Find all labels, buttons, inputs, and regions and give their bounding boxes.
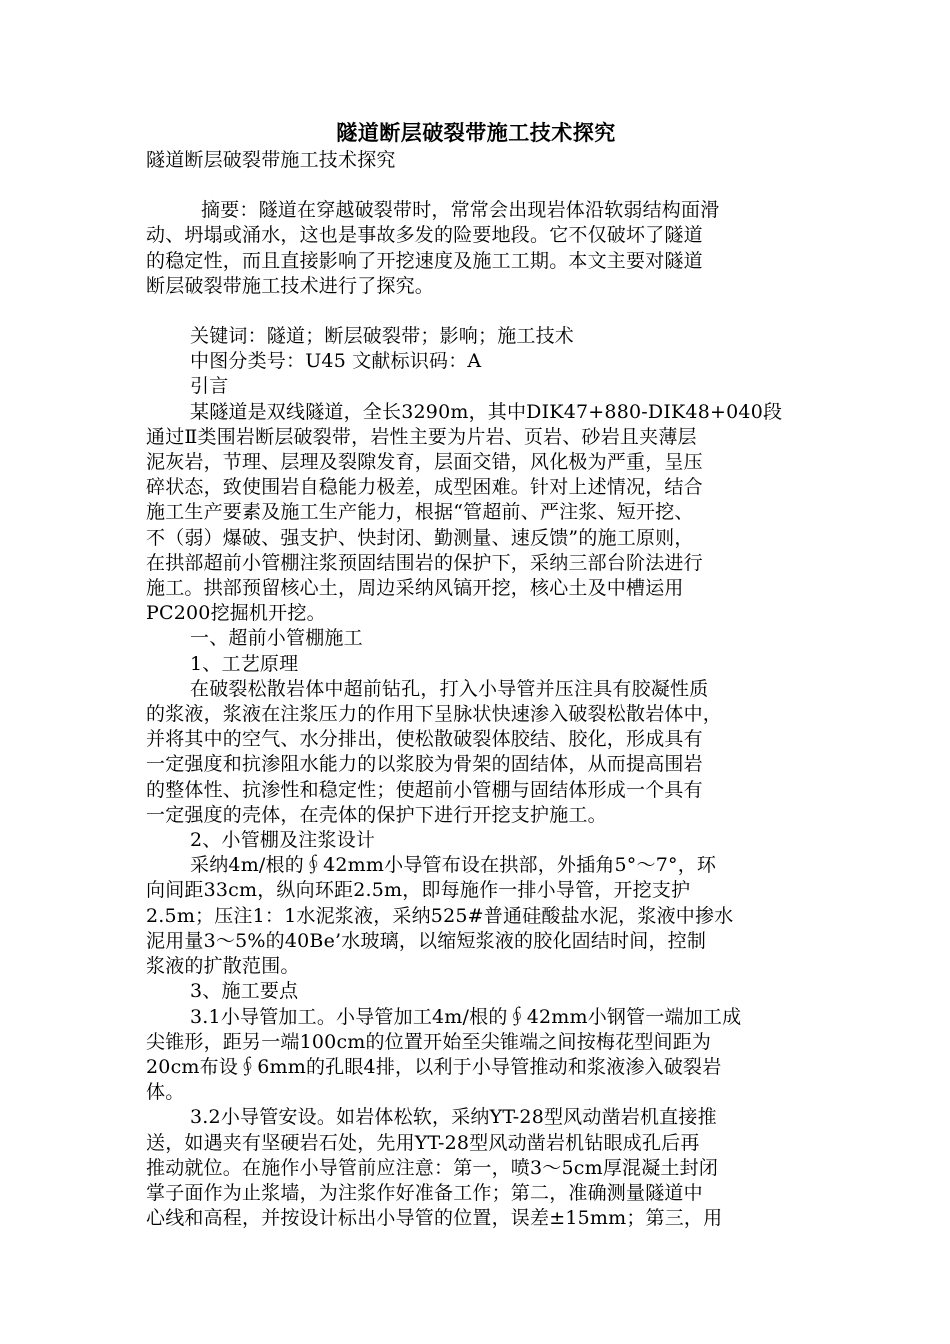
paragraph-line: 送，如遇夹有坚硬岩石处，先用YT-28型风动凿岩机钻眼成孔后再 <box>146 1131 700 1154</box>
paragraph-line: 的浆液，浆液在注浆压力的作用下呈脉状快速渗入破裂松散岩体中， <box>146 703 723 726</box>
subsection-heading: 1、工艺原理 <box>190 652 299 675</box>
document-page <box>146 118 806 1231</box>
spacer <box>146 173 806 198</box>
intro-line: 某隧道是双线隧道，全长3290m，其中DIK47+880-DIK48+040段 <box>190 400 783 423</box>
intro-line: PC200挖掘机开挖。 <box>146 602 326 625</box>
intro-line: 施工生产要素及施工生产能力，根据“管超前、严注浆、短开挖、 <box>146 501 694 524</box>
paragraph-line: 尖锥形，距另一端100cm的位置开始至尖锥端之间按梅花型间距为 <box>146 1030 712 1053</box>
paragraph-line: 3.1小导管加工。小导管加工4m/根的∮42mm小钢管一端加工成 <box>190 1005 742 1028</box>
paragraph-line: 心线和高程，并按设计标出小导管的位置，误差±15mm；第三，用 <box>146 1207 723 1230</box>
paragraph-line: 掌子面作为止浆墙，为注浆作好准备工作；第二，准确测量隧道中 <box>146 1181 703 1204</box>
paragraph-line: 浆液的扩散范围。 <box>146 955 300 978</box>
intro-line: 碎状态，致使围岩自稳能力极差，成型困难。针对上述情况，结合 <box>146 476 703 499</box>
abstract-line: 断层破裂带施工技术进行了探究。 <box>146 274 435 297</box>
subsection-heading: 3、施工要点 <box>190 980 299 1003</box>
paragraph-line: 3.2小导管安设。如岩体松软，采纳YT-28型风动凿岩机直接推 <box>190 1106 717 1129</box>
paragraph-line: 泥用量3～5%的40Be’水玻璃，以缩短浆液的胶化固结时间，控制 <box>146 929 707 952</box>
intro-line: 通过Ⅱ类围岩断层破裂带，岩性主要为片岩、页岩、砂岩且夹薄层 <box>146 425 697 448</box>
pipe-installation-paragraph <box>146 1105 806 1231</box>
intro-paragraph <box>146 400 806 627</box>
abstract-line: 摘要：隧道在穿越破裂带时，常常会出现岩体沿软弱结构面滑 <box>201 199 720 222</box>
paragraph-line: 体。 <box>146 1081 185 1104</box>
document-subtitle: 隧道断层破裂带施工技术探究 <box>146 149 396 171</box>
paragraph-line: 的整体性、抗渗性和稳定性；使超前小管棚与固结体形成一个具有 <box>146 778 703 801</box>
paragraph-line: 一定强度的壳体，在壳体的保护下进行开挖支护施工。 <box>146 803 607 826</box>
paragraph-line: 采纳4m/根的∮42mm小导管布设在拱部，外插角5°～7°，环 <box>190 854 717 877</box>
spacer <box>146 299 806 324</box>
classification-line: 中图分类号：U45 文献标识码：A <box>190 350 482 373</box>
intro-line: 施工。拱部预留核心土，周边采纳风镐开挖，核心土及中槽运用 <box>146 577 684 600</box>
paragraph-line: 20cm布设∮6mm的孔眼4排，以利于小导管推动和浆液渗入破裂岩 <box>146 1055 722 1078</box>
intro-line: 在拱部超前小管棚注浆预固结围岩的保护下，采纳三部台阶法进行 <box>146 551 703 574</box>
pipe-processing-paragraph <box>146 1005 806 1106</box>
design-paragraph <box>146 853 806 979</box>
document-title: 隧道断层破裂带施工技术探究 <box>336 120 616 145</box>
paragraph-line: 向间距33cm，纵向环距2.5m，即每施作一排小导管，开挖支护 <box>146 879 691 902</box>
paragraph-line: 推动就位。在施作小导管前应注意：第一，喷3～5cm厚混凝土封闭 <box>146 1156 719 1179</box>
paragraph-line: 2.5m；压注1：1水泥浆液，采纳525#普通硅酸盐水泥，浆液中掺水 <box>146 904 734 927</box>
subsection-heading: 2、小管棚及注浆设计 <box>190 829 376 852</box>
section-heading: 一、超前小管棚施工 <box>190 627 363 650</box>
intro-heading: 引言 <box>190 375 229 398</box>
intro-line: 泥灰岩，节理、层理及裂隙发育，层面交错，风化极为严重，呈压 <box>146 451 703 474</box>
abstract-line: 的稳定性，而且直接影响了开挖速度及施工工期。本文主要对隧道 <box>146 249 703 272</box>
abstract-paragraph <box>146 198 806 299</box>
paragraph-line: 一定强度和抗渗阻水能力的以浆胶为骨架的固结体，从而提高围岩 <box>146 753 703 776</box>
paragraph-line: 并将其中的空气、水分排出，使松散破裂体胶结、胶化，形成具有 <box>146 728 703 751</box>
process-principle-paragraph <box>146 677 806 828</box>
intro-line: 不（弱）爆破、强支护、快封闭、勤测量、速反馈”的施工原则， <box>146 526 694 549</box>
keywords-line: 关键词：隧道；断层破裂带；影响；施工技术 <box>190 325 575 348</box>
abstract-line: 动、坍塌或涌水，这也是事故多发的险要地段。它不仅破坏了隧道 <box>146 224 703 247</box>
paragraph-line: 在破裂松散岩体中超前钻孔，打入小导管并压注具有胶凝性质 <box>190 677 709 700</box>
